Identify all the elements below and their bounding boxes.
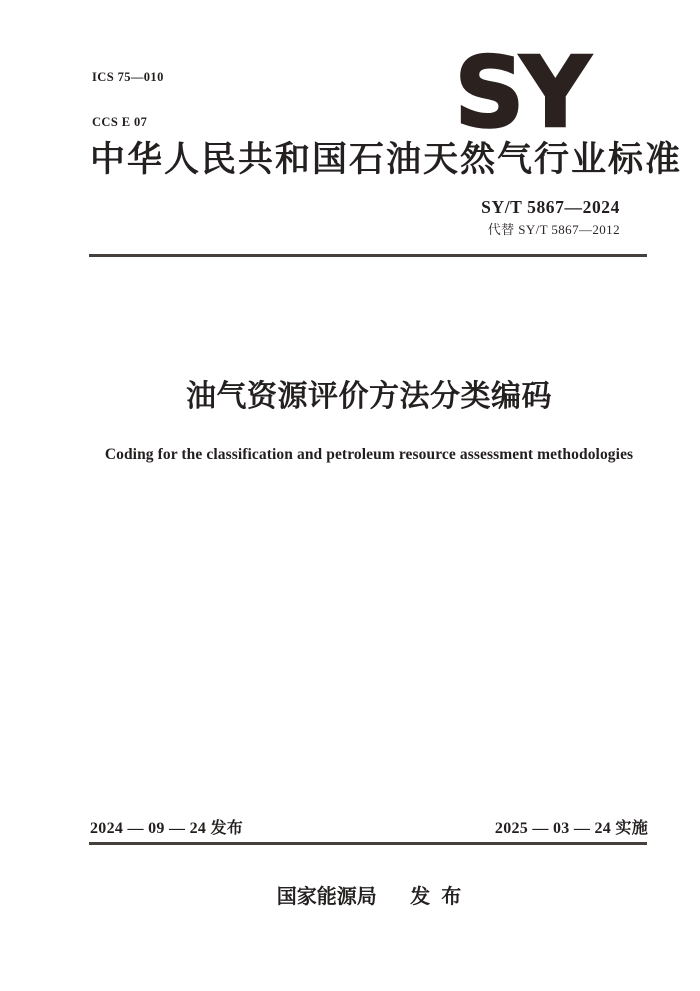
issuer-line: 国家能源局 发 布 [276,886,462,908]
implement-date: 2025 — 03 — 24 实施 [494,820,648,837]
sy-logo: SY [454,36,587,149]
title-chinese: 油气资源评价方法分类编码 [186,380,552,413]
replaces-note: 代替 SY/T 5867—2012 [487,222,620,237]
top-divider [89,254,647,257]
standard-number-block [481,197,620,237]
bottom-divider [89,842,647,845]
publish-date: 2024 — 09 — 24 发布 [90,820,244,837]
ics-code: ICS 75—010 [92,70,164,84]
ccs-code: CCS E 07 [92,115,148,129]
title-english: Coding for the classification and petroleum resource assessment methodologies [104,446,634,463]
standard-number: SY/T 5867—2024 [481,197,620,217]
date-row [90,819,648,839]
standard-body-heading: 中华人民共和国石油天然气行业标准 [90,140,683,179]
